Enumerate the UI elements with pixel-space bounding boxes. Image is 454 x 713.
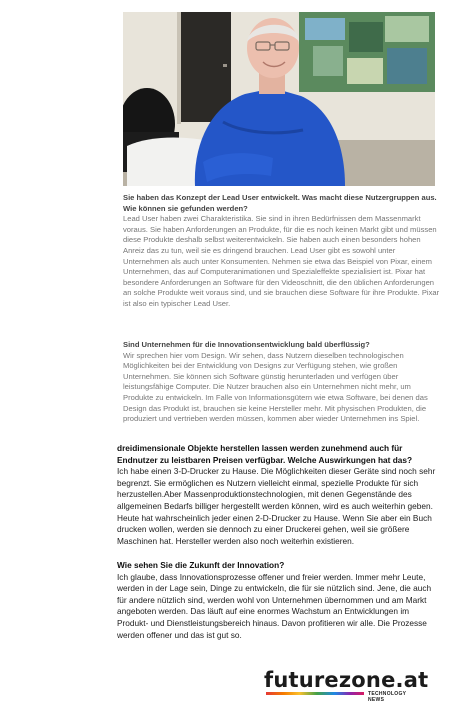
answer-companies: Wir sprechen hier vom Design. Wir sehen, dass Nutzern dieselben technologischen Möglichkeiten bei der Entwicklung von Designs zur Verfügung stehen, wie großen Unternehmen. Sie können sich Software günstig herunterladen und verfügen über leistungsfähige Computer. Die Nutzer brauchen also ein Unternehmen nicht mehr, um Produkte zu entwickeln. Im Falle von Informationsgütern wie etwa Software, bei denen das Design das Produkt ist, brauchen sie keine Hersteller mehr. Mit physischen Produkten, die produziert und vertrieben werden müssen, kommen aber wieder Unternehmen ins Spiel. (123, 350, 428, 424)
logo-wordmark: futurezone.at (264, 668, 429, 692)
answer-future-innovation: Ich glaube, dass Innovationsprozesse offener und freier werden. Immer mehr Leute, werden in der Lage sein, Dinge zu entwickeln, die für sie nützlich sind. Jene, die auch für andere nützlich sind, werden wohl von Unternehmen übernommen und am Markt angeboten werden. Das läuft auf eine enormes Wachstum an Entwicklungen im Produkt- und Dienstleistungsbereich hinaus. Davon profitieren wir alle. Die Prozesse werden offener und das ist gut so. (117, 571, 432, 640)
question-3d-printing: dreidimensionale Objekte herstellen lassen werden zunehmend auch für Endnutzer zu leistbaren Preisen verfügbar. Welche Auswirkungen hat das? (117, 443, 413, 465)
section-future-innovation (117, 560, 439, 641)
upper-section-lead-user (123, 193, 441, 310)
futurezone-logo (264, 668, 429, 703)
logo-color-bar (266, 692, 364, 695)
answer-3d-printing: Ich habe einen 3-D-Drucker zu Hause. Die Möglichkeiten dieser Geräte sind noch sehr begrenzt. Sie ermöglichen es Nutzern vielleicht einmal, spezielle Produkte für sich herzustellen.Aber Massenproduktionstechnologien, mit denen Gegenstände des allgemeinen Bedarfs billiger hergestellt werden können, wird es auch weiterhin geben. Heute hat wahrscheinlich jeder einen 2-D-Drucker zu Hause. Wenn Sie aber ein Buch drucken wollen, werden sie dennoch zu einer Druckerei gehen, weil sie größere Maschinen hat. Hersteller werden also noch weiterhin existieren. (117, 466, 436, 546)
answer-lead-user: Lead User haben zwei Charakteristika. Sie sind in ihren Bedürfnissen dem Massenmarkt voraus. Sie haben Anforderungen an Produkte, für die es noch keinen Markt gibt und müssen diese Produkte deshalb selbst weiterentwickeln. Sie haben auch einen besonders hohen Anreiz das zu tun, weil sie es dringend brauchen. Lead User gibt es sowohl unter Unternehmen als auch unter Konsumenten. Nehmen sie etwa das Beispiel von Pixar, einem Unternehmen, das auf Computeranimationen und Spezialeffekte spezialisiert ist. Pixar hat besondere Anforderungen an Software für den Videoschnitt, die den üblichen Anforderungen an solche Produkte weit voraus sind, und sie brauchen diese Software für ihre Produkte. Pixar ist also ein typischer Lead User. (123, 214, 440, 308)
upper-section-companies (123, 340, 441, 425)
interview-photo (123, 12, 435, 186)
section-3d-printing (117, 443, 439, 547)
question-future-innovation: Wie sehen Sie die Zukunft der Innovation? (117, 560, 285, 570)
question-lead-user: Sie haben das Konzept der Lead User entwickelt. Was macht diese Nutzergruppen aus. Wie können sie gefunden werden? (123, 193, 437, 213)
question-companies: Sind Unternehmen für die Innovationsentwicklung bald überflüssig? (123, 340, 370, 349)
photo-illustration (123, 12, 435, 186)
logo-tagline: TECHNOLOGY NEWS (368, 691, 407, 703)
